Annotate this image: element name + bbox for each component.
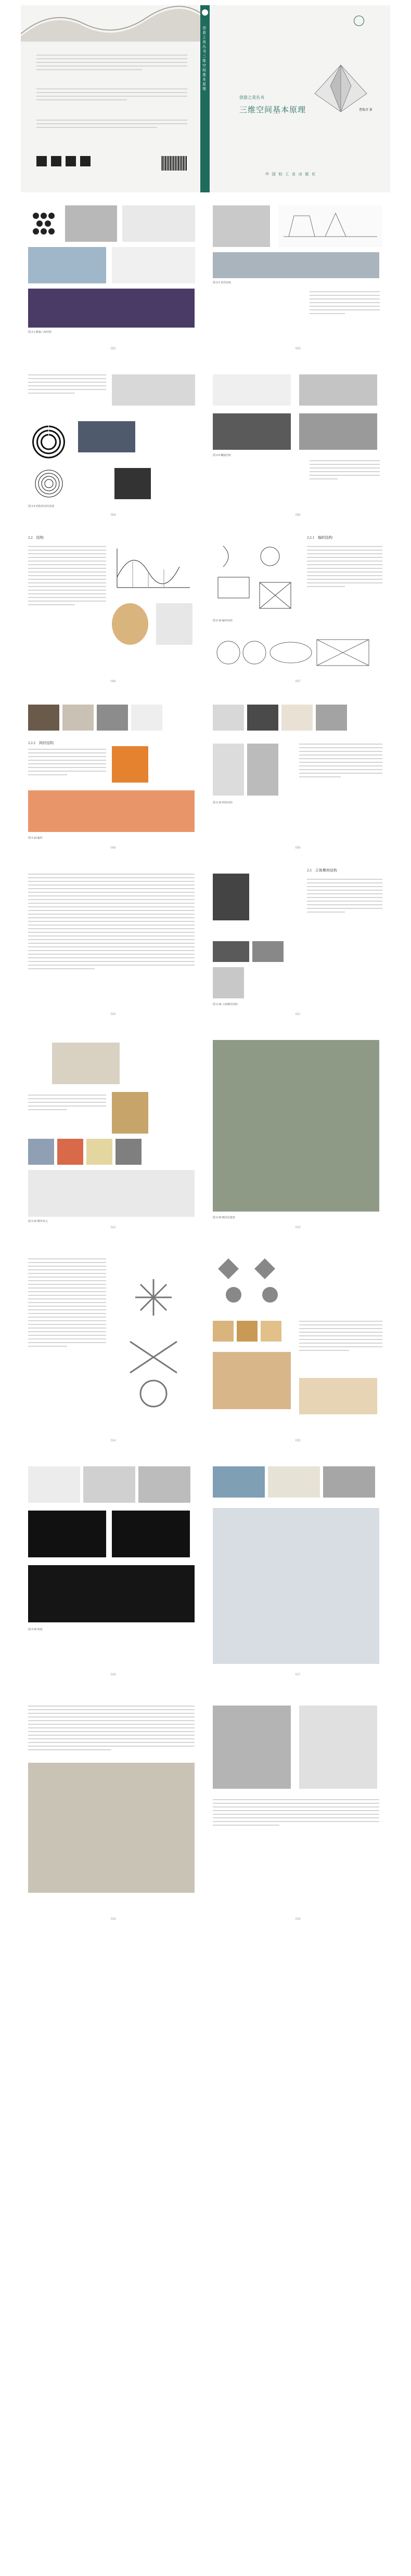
caption: 图 2-20 模块化建筑 [213,1216,235,1219]
knot-diagrams [213,1253,296,1310]
page-right [206,1248,390,1446]
section-heading: 2.2.1 编织结构 [307,536,332,540]
spiral-diagram [28,421,70,463]
photo-32 [57,1139,83,1165]
photo-10 [114,468,151,499]
spread-4 [21,697,390,853]
body-text [28,1258,106,1349]
spread-8 [21,1461,390,1680]
photo-22 [281,705,313,731]
page-number: 006 [110,680,116,683]
cover-wave-structure [21,5,200,42]
page-right [206,863,390,1019]
photo-2 [122,205,195,242]
photo-14 [299,413,377,450]
photo-5 [28,289,195,328]
body-text [28,374,106,396]
carrot-grid-photo [28,790,195,832]
photo-23 [316,705,347,731]
body-text [310,291,380,317]
photo-35 [28,1170,195,1217]
caption: 图 2-1 蜂巢六角结构 [28,331,52,334]
page-right [206,530,390,686]
photo-37 [237,1321,258,1342]
section-heading: 2.2 结构 [28,536,44,540]
qr-code-3 [66,156,76,166]
photo-46 [28,1565,195,1622]
photo-33 [86,1139,112,1165]
photo-28 [213,967,244,998]
page-left [21,1035,206,1232]
photo-39 [213,1352,291,1409]
photo-11 [213,374,291,406]
photo-18 [97,705,128,731]
photo-34 [115,1139,142,1165]
photo-27 [252,941,284,962]
photo-26 [213,941,249,962]
qr-code-4 [80,156,91,166]
photo-30 [112,1092,148,1134]
photo-20 [213,705,244,731]
photo-50 [28,1763,195,1893]
photo-31 [28,1139,54,1165]
spread-5 [21,863,390,1019]
page-left [21,697,206,853]
photo-44 [28,1511,106,1557]
author: 曹筱君 著 [359,109,373,112]
seal-icon [354,16,364,26]
pavilion-photo [213,1508,379,1664]
carrot-photo [112,746,148,783]
honeycomb-diagram [28,208,59,239]
page-number: 012 [110,1226,116,1229]
cover-back-text-2 [36,88,187,103]
page-number: 011 [295,1013,301,1016]
building-photo [213,1040,379,1212]
cover-back-text-3 [36,120,187,131]
publisher-badge-icon [202,9,208,16]
spread-1 [21,198,390,354]
page-number: 004 [110,514,116,517]
body-text [28,546,106,608]
page-number: 008 [110,847,116,850]
photo-36 [213,1321,234,1342]
page-left [21,1695,206,1924]
publisher-name: 中 国 轻 工 业 出 版 社 [265,172,317,176]
modules-photo [213,874,249,920]
qr-code-1 [36,156,47,166]
page-right [206,697,390,853]
photo-1 [65,205,117,242]
page-number: 002 [110,347,116,350]
photo-24 [213,744,244,796]
page-number: 005 [295,514,301,517]
photo-17 [62,705,94,731]
book-spine [200,5,210,192]
page-number: 010 [110,1013,116,1016]
egg-photo [112,603,148,645]
page-left [21,530,206,686]
caption: 图 2-4 结构形态的表现 [28,505,55,508]
page-number: 018 [110,1918,116,1921]
body-text [307,879,382,915]
photo-9 [78,421,135,452]
page-right [206,364,390,520]
spread-6 [21,1035,390,1232]
concentric-diagram [28,468,70,499]
photo-29 [52,1043,120,1084]
photo-16 [28,705,59,731]
page-right [206,1035,390,1232]
lattice-diagram [213,629,379,676]
spread-2 [21,364,390,520]
page-left [21,1248,206,1446]
page-left [21,198,206,354]
page-number: 014 [110,1439,116,1442]
qr-code-2 [51,156,61,166]
spread-3 [21,530,390,686]
photo-45 [112,1511,190,1557]
page-left [21,863,206,1019]
photo-19 [131,705,162,731]
body-text [28,1706,195,1753]
photo-52 [299,1706,377,1789]
photo-49 [323,1466,375,1498]
photo-47 [213,1466,265,1498]
photo-4 [112,247,195,283]
caption: 图 2-18 立体模块结构 [213,1003,238,1006]
barcode [161,156,187,171]
spine-title: 创意之美丛书 三维空间基本原理 [202,26,206,91]
page-number: 007 [295,680,301,683]
photo-7 [213,252,379,278]
page-number: 003 [295,347,301,350]
photo-43 [138,1466,190,1503]
page-number: 017 [295,1673,301,1676]
body-text [299,744,382,780]
photo-40 [299,1378,377,1414]
photo-15 [156,603,192,645]
photo-13 [213,413,291,450]
spread-9 [21,1695,390,1924]
page-right [206,1695,390,1924]
series-name: 创意之美丛书 [239,95,264,100]
photo-12 [299,374,377,406]
body-text [28,749,106,778]
page-right [206,1461,390,1680]
caption: 图 2-10 编织结构 [213,619,233,622]
body-text [299,1321,382,1354]
photo-3 [28,247,106,283]
page-number: 013 [295,1226,301,1229]
caption: 图 2-25 构成 [28,1628,43,1631]
page-left [21,1461,206,1680]
book-title: 三维空间基本原理 [239,106,306,114]
caption: 图 2-2 柔性结构 [213,281,232,284]
page-number: 016 [110,1673,116,1676]
page-number: 019 [295,1918,301,1921]
photo-38 [261,1321,281,1342]
body-text [28,874,195,972]
cover-geometric-figure [312,62,369,114]
page-number: 015 [295,1439,301,1442]
photo-6 [213,205,270,247]
photo-42 [83,1466,135,1503]
section-heading: 2.3 立体模块结构 [307,868,337,873]
caption: 图 2-15 网状结构 [213,801,233,804]
cover-back-text [36,55,187,73]
structure-diagram [278,205,382,247]
weave-diagrams [213,541,301,619]
wave-graph [112,546,195,593]
page-number: 009 [295,847,301,850]
body-text [307,546,382,590]
page-right [206,198,390,354]
spread-7 [21,1248,390,1446]
joint-diagrams [114,1269,192,1414]
photo-48 [268,1466,320,1498]
caption: 图 2-13 编织 [28,837,43,840]
section-heading: 2.2.2 网状结构 [28,741,54,745]
photo-8 [112,374,195,406]
photo-41 [28,1466,80,1503]
body-text [213,1799,379,1828]
caption: 图 2-22 模块单元 [28,1220,48,1223]
photo-51 [213,1706,291,1789]
body-text [28,1095,106,1113]
photo-25 [247,744,278,796]
photo-21 [247,705,278,731]
page-left [21,364,206,520]
book-cover [21,5,390,192]
body-text [310,460,380,482]
caption: 图 2-6 螺旋结构 [213,454,232,457]
